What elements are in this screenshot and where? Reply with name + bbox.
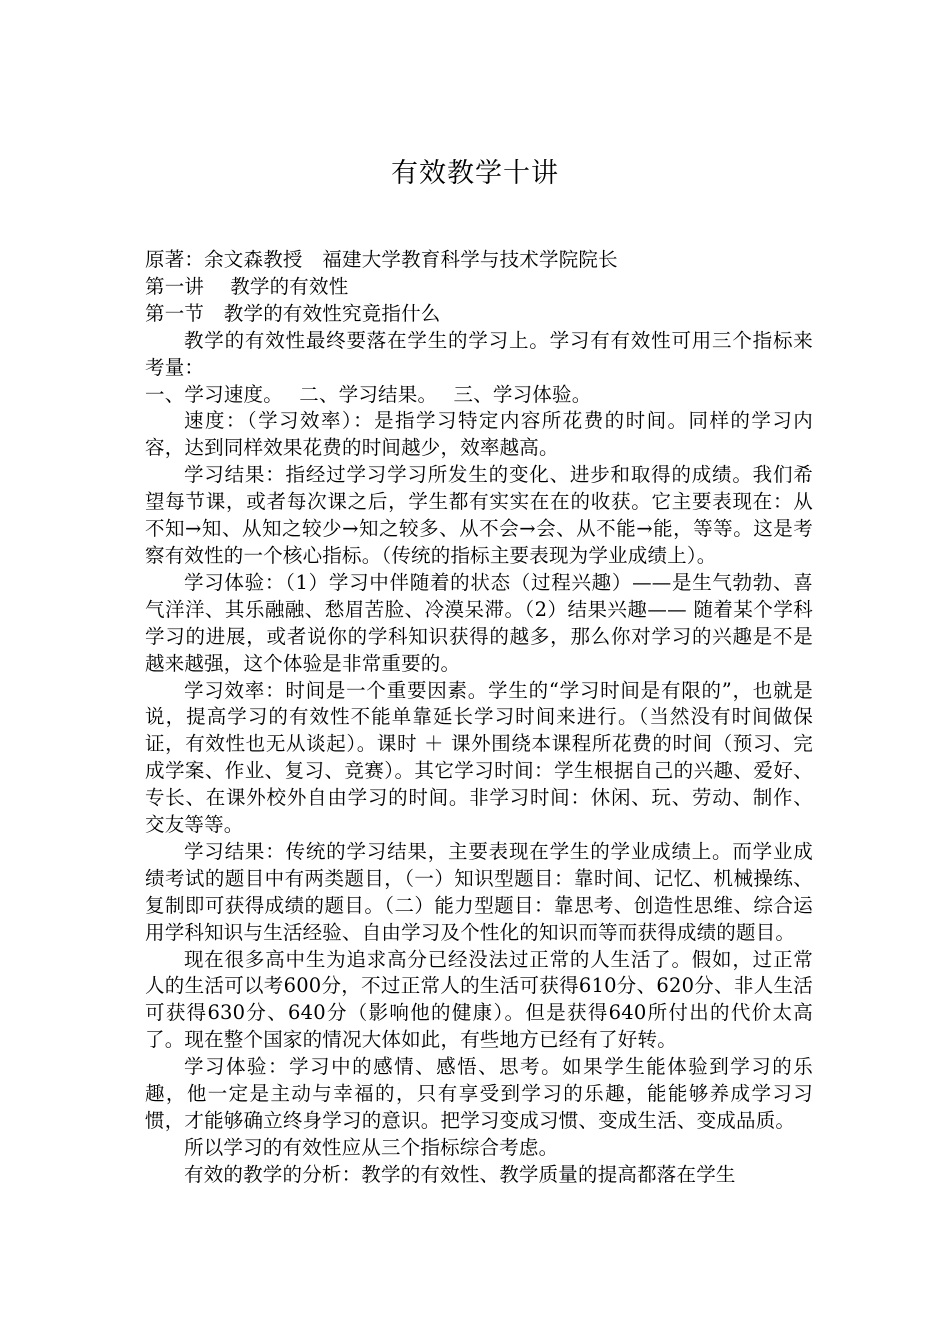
paragraph-experience-detail: 学习体验：学习中的感情、感悟、思考。如果学生能体验到学习的乐趣，他一定是主动与幸福的，只有享受到学习的乐趣，能能够养成学习习惯，才能够确立终身学习的意识。把学习变成习惯、变成生活、变成品质。	[145, 1055, 813, 1132]
document-title: 有效教学十讲	[391, 158, 559, 189]
paragraph-efficiency: 学习效率：时间是一个重要因素。学生的“学习时间是有限的”，也就是说，提高学习的有效性不能单靠延长学习时间来进行。（当然没有时间做保证，有效性也无从谈起）。课时 ＋ 课外围绕本课程所花费的时间（预习、完成学案、作业、复习、竞赛）。其它学习时间：学生根据自己的兴趣、爱好、专长、在课外校外自由学习的时间。非学习时间：休闲、玩、劳动、制作、交友等等。	[145, 678, 813, 837]
paragraph-result: 学习结果：指经过学习学习所发生的变化、进步和取得的成绩。我们希望每节课，或者每次课之后，学生都有实实在在的收获。它主要表现在：从不知→知、从知之较少→知之较多、从不会→会、从不能→能，等等。这是考察有效性的一个核心指标。（传统的指标主要表现为学业成绩上）。	[145, 463, 813, 567]
paragraph-intro: 教学的有效性最终要落在学生的学习上。学习有有效性可用三个指标来考量：	[145, 328, 813, 379]
lecture-heading: 第一讲 教学的有效性	[145, 274, 349, 298]
paragraph-high-school: 现在很多高中生为追求高分已经没法过正常的人生活了。假如，过正常人的生活可以考600分，不过正常人的生活可获得610分、620分、非人生活可获得630分、640分（影响他的健康）。但是获得640所付出的代价太高了。现在整个国家的情况大体如此，有些地方已经有了好转。	[145, 947, 813, 1052]
indicator-list: 一、学习速度。 二、学习结果。 三、学习体验。	[145, 382, 592, 406]
author-line: 原著：余文森教授 福建大学教育科学与技术学院院长	[145, 248, 618, 271]
document-body	[145, 247, 813, 1189]
paragraph-conclusion: 所以学习的有效性应从三个指标综合考虑。	[184, 1135, 559, 1159]
paragraph-speed: 速度：（学习效率）：是指学习特定内容所花费的时间。同样的学习内容，达到同样效果花费的时间越少，效率越高。	[145, 409, 813, 460]
section-heading: 第一节 教学的有效性究竟指什么	[145, 301, 441, 325]
paragraph-experience: 学习体验：（1）学习中伴随着的状态（过程兴趣）——是生气勃勃、喜气洋洋、其乐融融、愁眉苦脸、冷漠呆滞。（2）结果兴趣—— 随着某个学科学习的进展，或者说你的学科知识获得的越多，那么你对学习的兴趣是不是越来越强，这个体验是非常重要的。	[145, 570, 813, 675]
paragraph-analysis: 有效的教学的分析：教学的有效性、教学质量的提高都落在学生	[184, 1162, 736, 1186]
paragraph-result-traditional: 学习结果：传统的学习结果，主要表现在学生的学业成绩上。而学业成绩考试的题目中有两类题目，（一）知识型题目：靠时间、记忆、机械操练、复制即可获得成绩的题目。（二）能力型题目：靠思考、创造性思维、综合运用学科知识与生活经验、自由学习及个性化的知识而等而获得成绩的题目。	[145, 839, 813, 944]
